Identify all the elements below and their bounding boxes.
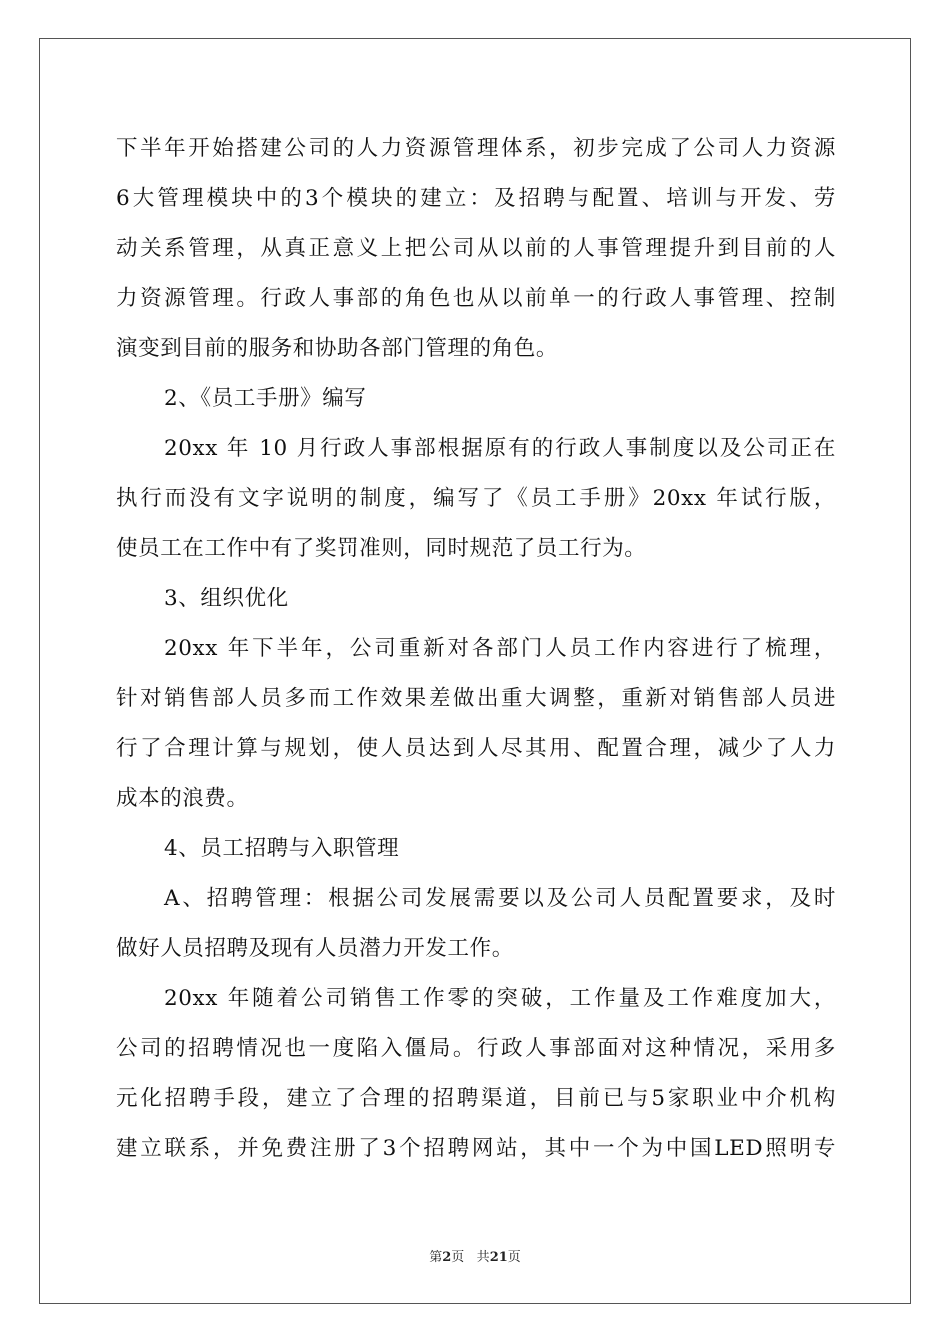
text-line: 6大管理模块中的3个模块的建立：及招聘与配置、培训与开发、劳 bbox=[116, 186, 836, 211]
text-line: 20xx 年随着公司销售工作零的突破，工作量及工作难度加大， bbox=[164, 986, 836, 1011]
footer-prefix: 第 bbox=[429, 1250, 443, 1265]
text-line: 使员工在工作中有了奖罚准则，同时规范了员工行为。 bbox=[116, 536, 647, 561]
text-line: 建立联系，并免费注册了3个招聘网站，其中一个为中国LED照明专 bbox=[116, 1136, 836, 1161]
text-line: 下半年开始搭建公司的人力资源管理体系，初步完成了公司人力资源 bbox=[116, 136, 836, 161]
text-line: 动关系管理，从真正意义上把公司从以前的人事管理提升到目前的人 bbox=[116, 236, 836, 261]
footer-total-prefix: 共 bbox=[476, 1250, 490, 1265]
page-footer bbox=[0, 1246, 950, 1265]
footer-total-unit: 页 bbox=[507, 1250, 521, 1265]
text-line: 3、组织优化 bbox=[164, 586, 289, 611]
text-line: 20xx 年下半年，公司重新对各部门人员工作内容进行了梳理， bbox=[164, 636, 836, 661]
current-page-number: 2 bbox=[442, 1250, 452, 1265]
text-line: 成本的浪费。 bbox=[116, 786, 249, 811]
text-line: 行了合理计算与规划，使人员达到人尽其用、配置合理，减少了人力 bbox=[116, 736, 836, 761]
text-line: 公司的招聘情况也一度陷入僵局。行政人事部面对这种情况，采用多 bbox=[116, 1036, 836, 1061]
text-line: 做好人员招聘及现有人员潜力开发工作。 bbox=[116, 936, 514, 961]
text-line: 执行而没有文字说明的制度，编写了《员工手册》20xx 年试行版， bbox=[116, 486, 836, 511]
text-line: 力资源管理。行政人事部的角色也从以前单一的行政人事管理、控制 bbox=[116, 286, 836, 311]
text-line: 2、《员工手册》编写 bbox=[164, 386, 367, 411]
total-page-number: 21 bbox=[489, 1250, 508, 1265]
footer-page-unit: 页 bbox=[451, 1250, 465, 1265]
text-line: 20xx 年 10 月行政人事部根据原有的行政人事制度以及公司正在 bbox=[164, 436, 836, 461]
text-line: 4、员工招聘与入职管理 bbox=[164, 836, 400, 861]
text-line: 针对销售部人员多而工作效果差做出重大调整，重新对销售部人员进 bbox=[116, 686, 836, 711]
text-line: 元化招聘手段，建立了合理的招聘渠道，目前已与5家职业中介机构 bbox=[116, 1086, 836, 1111]
text-line: A、招聘管理：根据公司发展需要以及公司人员配置要求，及时 bbox=[164, 886, 836, 911]
document-body bbox=[116, 124, 836, 1174]
text-line: 演变到目前的服务和协助各部门管理的角色。 bbox=[116, 336, 559, 361]
